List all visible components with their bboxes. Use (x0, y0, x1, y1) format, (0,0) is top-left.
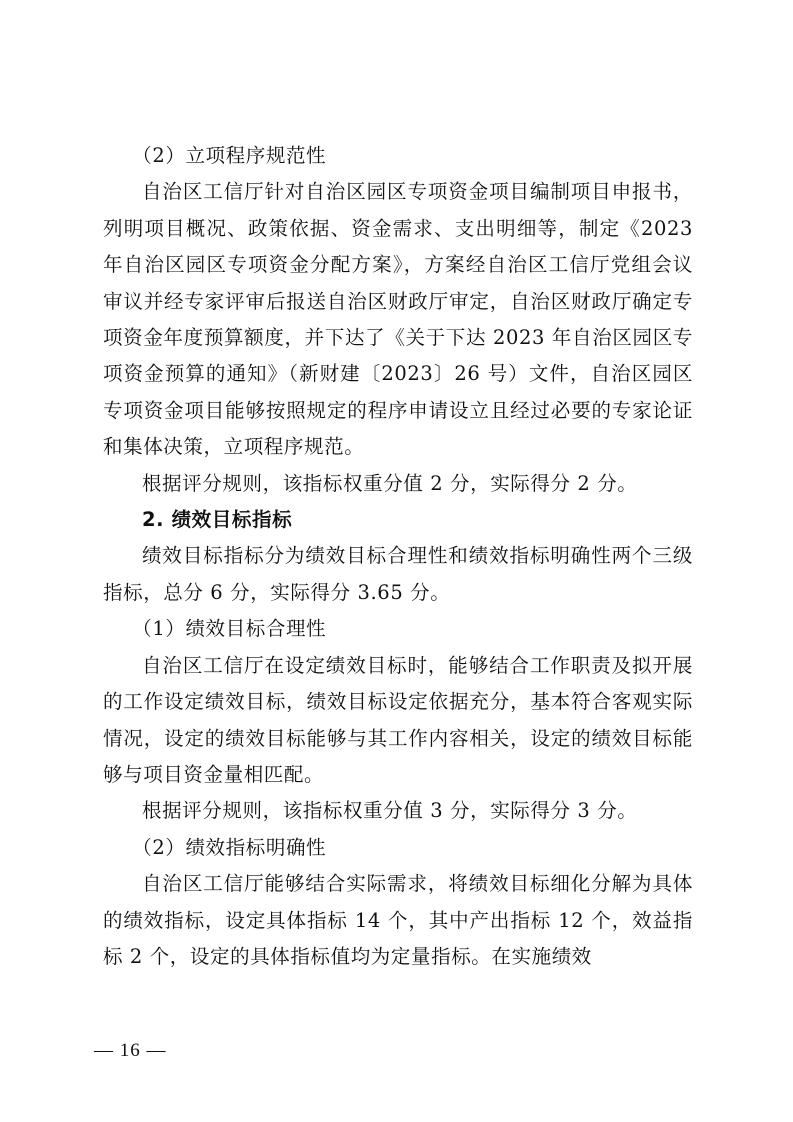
document-body (103, 138, 693, 975)
paragraph-indicator-clarity: 自治区工信厅能够结合实际需求，将绩效目标细化分解为具体的绩效指标，设定具体指标 14 个，其中产出指标 12 个，效益指标 2 个，设定的具体指标值均为定量指标。在实施绩效 (103, 872, 693, 968)
paragraph-score-rationality: 根据评分规则，该指标权重分值 3 分，实际得分 3 分。 (142, 799, 638, 823)
sub-heading-project-procedure: （2）立项程序规范性 (132, 144, 327, 167)
section-heading-performance-targets: 2. 绩效目标指标 (142, 508, 293, 532)
sub-heading-indicator-clarity: （2）绩效指标明确性 (132, 835, 327, 859)
paragraph-target-rationality: 自治区工信厅在设定绩效目标时，能够结合工作职责及拟开展的工作设定绩效目标，绩效目标设定依据充分，基本符合客观实际情况，设定的绩效目标能够与其工作内容相关，设定的绩效目标能够与项目资金量相匹配。 (103, 653, 693, 786)
paragraph-score-procedure: 根据评分规则，该指标权重分值 2 分，实际得分 2 分。 (142, 471, 638, 495)
paragraph-target-intro: 绩效目标指标分为绩效目标合理性和绩效指标明确性两个三级指标，总分 6 分，实际得分 3.65 分。 (103, 544, 693, 604)
page-number: — 16 — (94, 1040, 167, 1061)
sub-heading-target-rationality: （1）绩效目标合理性 (132, 617, 327, 641)
paragraph-project-approval: 自治区工信厅针对自治区园区专项资金项目编制项目申报书，列明项目概况、政策依据、资金需求、支出明细等，制定《2023 年自治区园区专项资金分配方案》，方案经自治区工信厅党组会议审议并经专家评审后报送自治区财政厅审定，自治区财政厅确定专项资金年度预算额度，并下达了《关于下达 2023 年自治区园区专项资金预算的通知》（新财建〔2023〕26 号）文件，自治区园区专项资金项目能够按照规定的程序申请设立且经过必要的专家论证和集体决策，立项程序规范。 (103, 180, 693, 459)
